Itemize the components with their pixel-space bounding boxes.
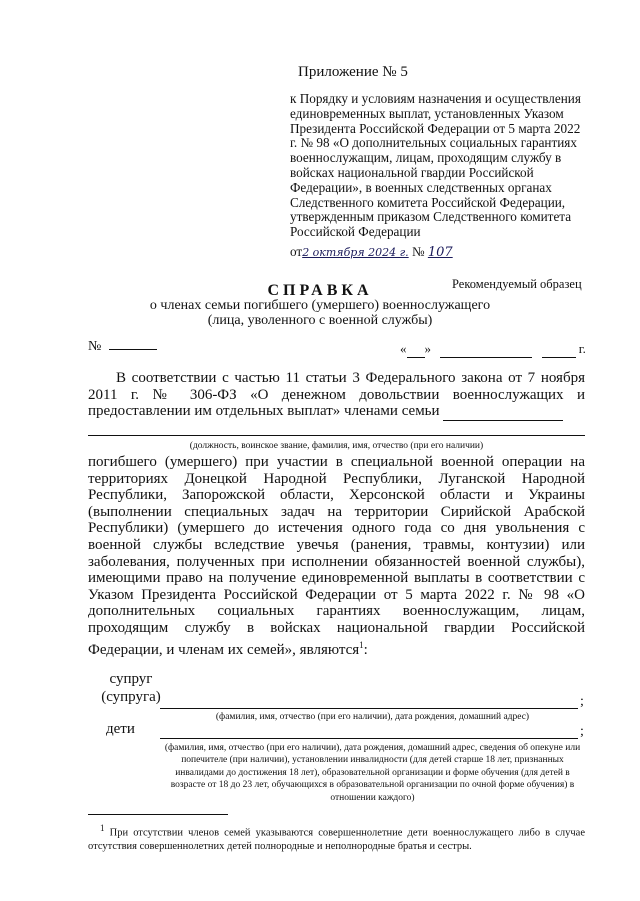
doc-title: СПРАВКА: [267, 282, 373, 299]
order-num-label: №: [411, 244, 425, 259]
intro-text: В соответствии с частью 11 статьи 3 Федерального закона от 7 ноября 2011 г. № 306-ФЗ «О денежном довольствии военнослужащих и предоставлении им отдельных выплат» членами семьи: [88, 370, 585, 419]
spouse-label-line-1: супруг: [109, 671, 153, 687]
order-prefix: от: [290, 244, 303, 259]
spouse-semicolon: ;: [580, 694, 584, 709]
order-date-handwritten: 2 октября 2024 г.: [302, 246, 409, 259]
doc-subtitle-line-2: (лица, уволенного с военной службы): [207, 313, 433, 328]
certificate-number: [88, 339, 157, 355]
main-text: погибшего (умершего) при участии в специальной военной операции на территориях Донецкой Народной Республики, Луганской Народной Республики, Запорожской области, Херсонской области и Украины (выполнении специальных задач на территории Сирийской Арабской Республики) (умершего до истечения одного года со дня увольнения с военной службы вследствие увечья (ранения, травмы, контузии) или заболевания, полученных при исполнении обязанностей военной службы), имеющими право на получение единовременной выплаты в соответствии с Указом Президента Российской Федерации от 5 марта 2022 г. № 98 «О дополнительных социальных гарантиях военнослужащим, лицам, проходящим службу в войсках национальной гвардии Российской Федерации, и членам их семей», являются: [88, 454, 585, 658]
children-semicolon: ;: [580, 724, 584, 739]
hint-children: (фамилия, имя, отчество (при его наличии), дата рождения, домашний адрес, сведения об опекуне или попечителе (при наличии), установлении инвалидности (для детей старше 18 лет, признанных инвалидами до достижения 18 лет), образовательной организации и форме обучения (для детей в возрасте от 18 до 23 лет, обучающихся в образовательной организации по очной форме обучения) в отношении каждого): [164, 743, 581, 803]
spouse-label: [96, 670, 166, 706]
date-close-quote: »: [424, 341, 431, 356]
number-blank: [109, 349, 157, 350]
hint-person: (должность, воинское звание, фамилия, имя, отчество (при его наличии): [189, 441, 484, 451]
hint-spouse: (фамилия, имя, отчество (при его наличии), дата рождения, домашний адрес): [215, 712, 530, 722]
main-paragraph: [88, 454, 585, 658]
family-blank: [443, 403, 563, 421]
footnote: [88, 822, 585, 853]
appendix-body: к Порядку и условиям назначения и осуществления единовременных выплат, установленных Указом Президента Российской Федерации от 5 марта 2022 г. № 98 «О дополнительных социальных гарантиях военнослужащим, лицам, проходящим службу в войсках национальной гвардии Российской Федерации», в военных следственных органах Следственного комитета Российской Федерации, утвержденным приказом Следственного комитета Российской Федерации: [290, 91, 581, 240]
date-month-blank: [440, 341, 532, 358]
main-footnote-ref: 1: [359, 639, 364, 650]
appendix-title: Приложение № 5: [298, 64, 408, 80]
date-day-blank: [407, 341, 425, 358]
date-year-suffix: г.: [578, 341, 586, 356]
number-label: №: [88, 339, 102, 354]
certificate-date: [400, 341, 586, 358]
order-number-handwritten: 107: [427, 245, 453, 260]
sample-label: Рекомендуемый образец: [452, 277, 582, 291]
spouse-label-line-2: (супруга): [101, 689, 161, 705]
person-line: [88, 435, 585, 436]
order-line: [290, 244, 453, 260]
main-text-end: :: [363, 641, 368, 658]
doc-subtitle-line-1: о членах семьи погибшего (умершего) военнослужащего: [149, 298, 491, 313]
footnote-text: При отсутствии членов семей указываются совершеннолетние дети военнослужащего либо в случае отсутствия совершеннолетних детей полнородные и неполнородные братья и сестры.: [88, 827, 586, 852]
date-year-blank: [542, 341, 576, 358]
doc-subtitle: [0, 298, 640, 328]
date-open-quote: «: [400, 341, 407, 356]
children-label: дети: [106, 721, 135, 737]
spouse-line: [160, 708, 578, 709]
children-line: [160, 738, 578, 739]
intro-paragraph: [88, 370, 585, 421]
footnote-rule: [88, 814, 228, 815]
footnote-mark: 1: [100, 823, 105, 833]
